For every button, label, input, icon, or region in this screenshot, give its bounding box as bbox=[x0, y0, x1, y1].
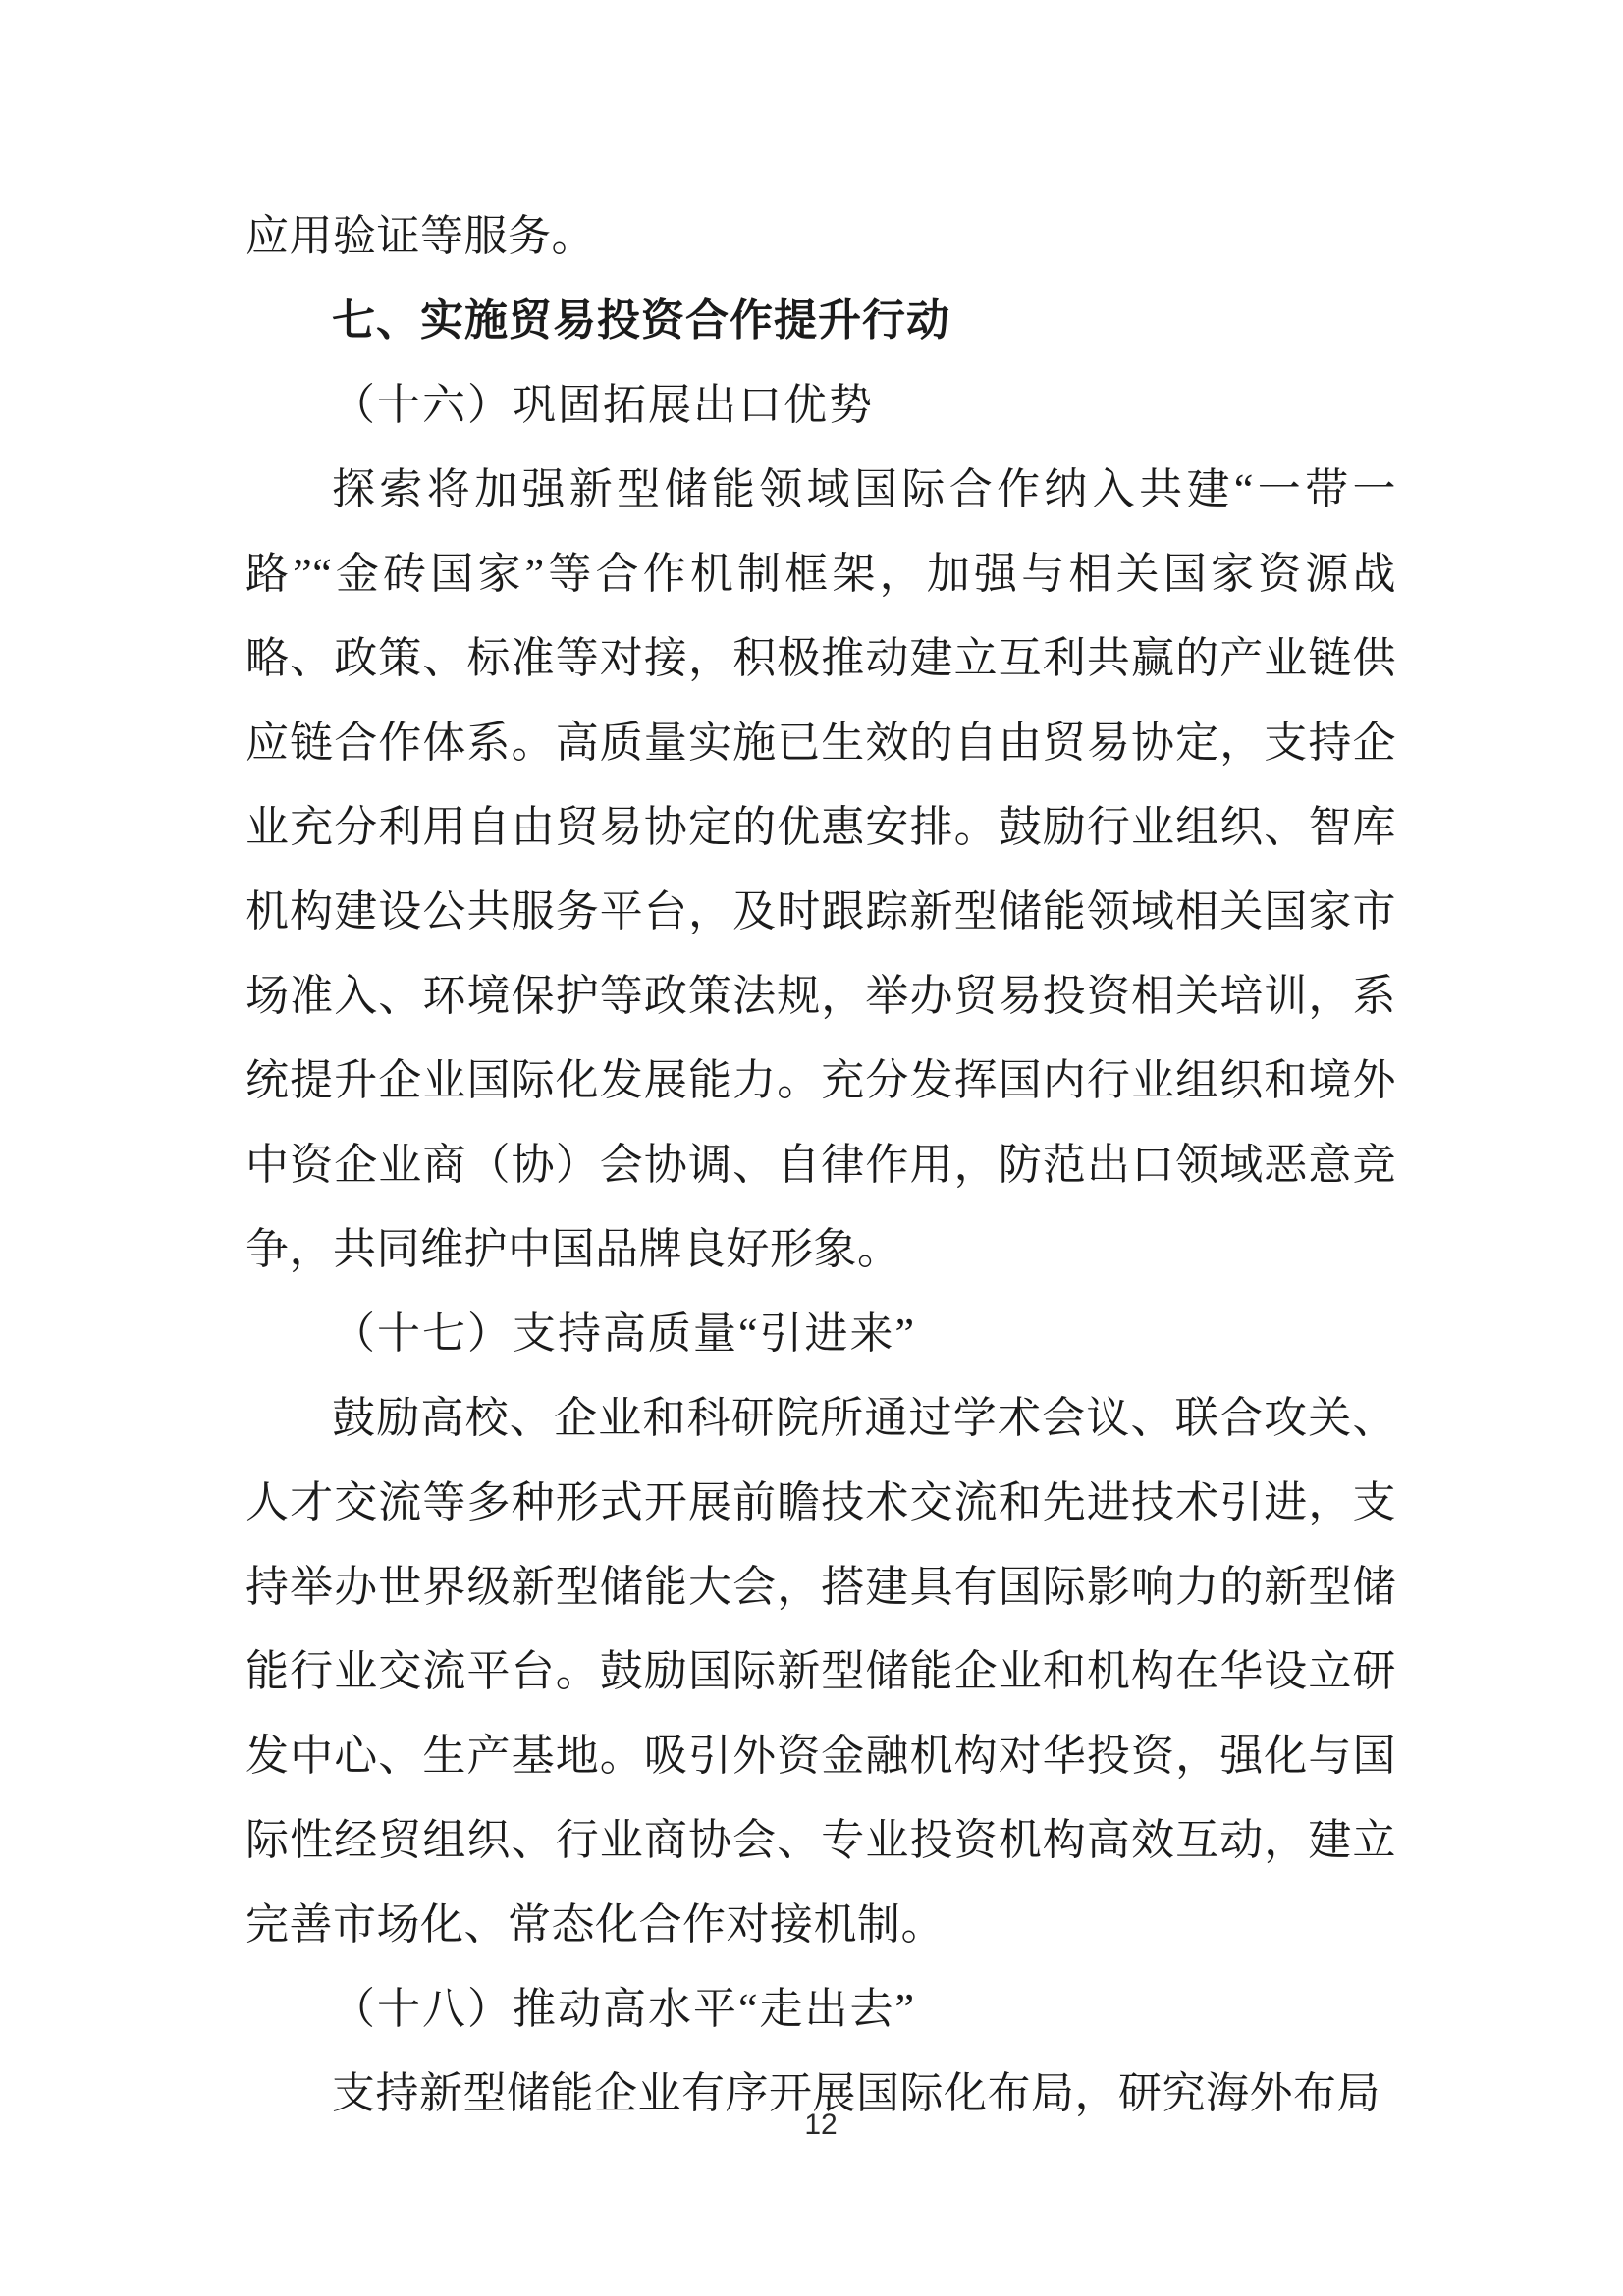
paragraph-item-17: 鼓励高校、企业和科研院所通过学术会议、联合攻关、人才交流等多种形式开展前瞻技术交流和先进技术引进，支持举办世界级新型储能大会，搭建具有国际影响力的新型储能行业交流平台。鼓励国际新型储能企业和机构在华设立研发中心、生产基地。吸引外资金融机构对华投资，强化与国际性经贸组织、行业商协会、专业投资机构高效互动，建立完善市场化、常态化合作对接机制。 bbox=[245, 1394, 1396, 1949]
paragraph-item-18: 支持新型储能企业有序开展国际化布局，研究海外布局 bbox=[332, 2069, 1380, 2117]
subheading-item-18: （十八）推动高水平“走出去” bbox=[332, 1985, 917, 2033]
subheading-item-16: （十六）巩固拓展出口优势 bbox=[332, 381, 874, 429]
continuation-line: 应用验证等服务。 bbox=[245, 212, 595, 260]
document-page bbox=[245, 194, 1396, 2136]
section-heading-7: 七、实施贸易投资合作提升行动 bbox=[332, 296, 950, 345]
page-number: 12 bbox=[804, 2109, 838, 2141]
subheading-item-17: （十七）支持高质量“引进来” bbox=[332, 1309, 917, 1358]
paragraph-item-16: 探索将加强新型储能领域国际合作纳入共建“一带一路”“金砖国家”等合作机制框架，加强与相关国家资源战略、政策、标准等对接，积极推动建立互利共赢的产业链供应链合作体系。高质量实施已生效的自由贸易协定，支持企业充分利用自由贸易协定的优惠安排。鼓励行业组织、智库机构建设公共服务平台，及时跟踪新型储能领域相关国家市场准入、环境保护等政策法规，举办贸易投资相关培训，系统提升企业国际化发展能力。充分发挥国内行业组织和境外中资企业商（协）会协调、自律作用，防范出口领域恶意竞争，共同维护中国品牌良好形象。 bbox=[245, 465, 1396, 1273]
